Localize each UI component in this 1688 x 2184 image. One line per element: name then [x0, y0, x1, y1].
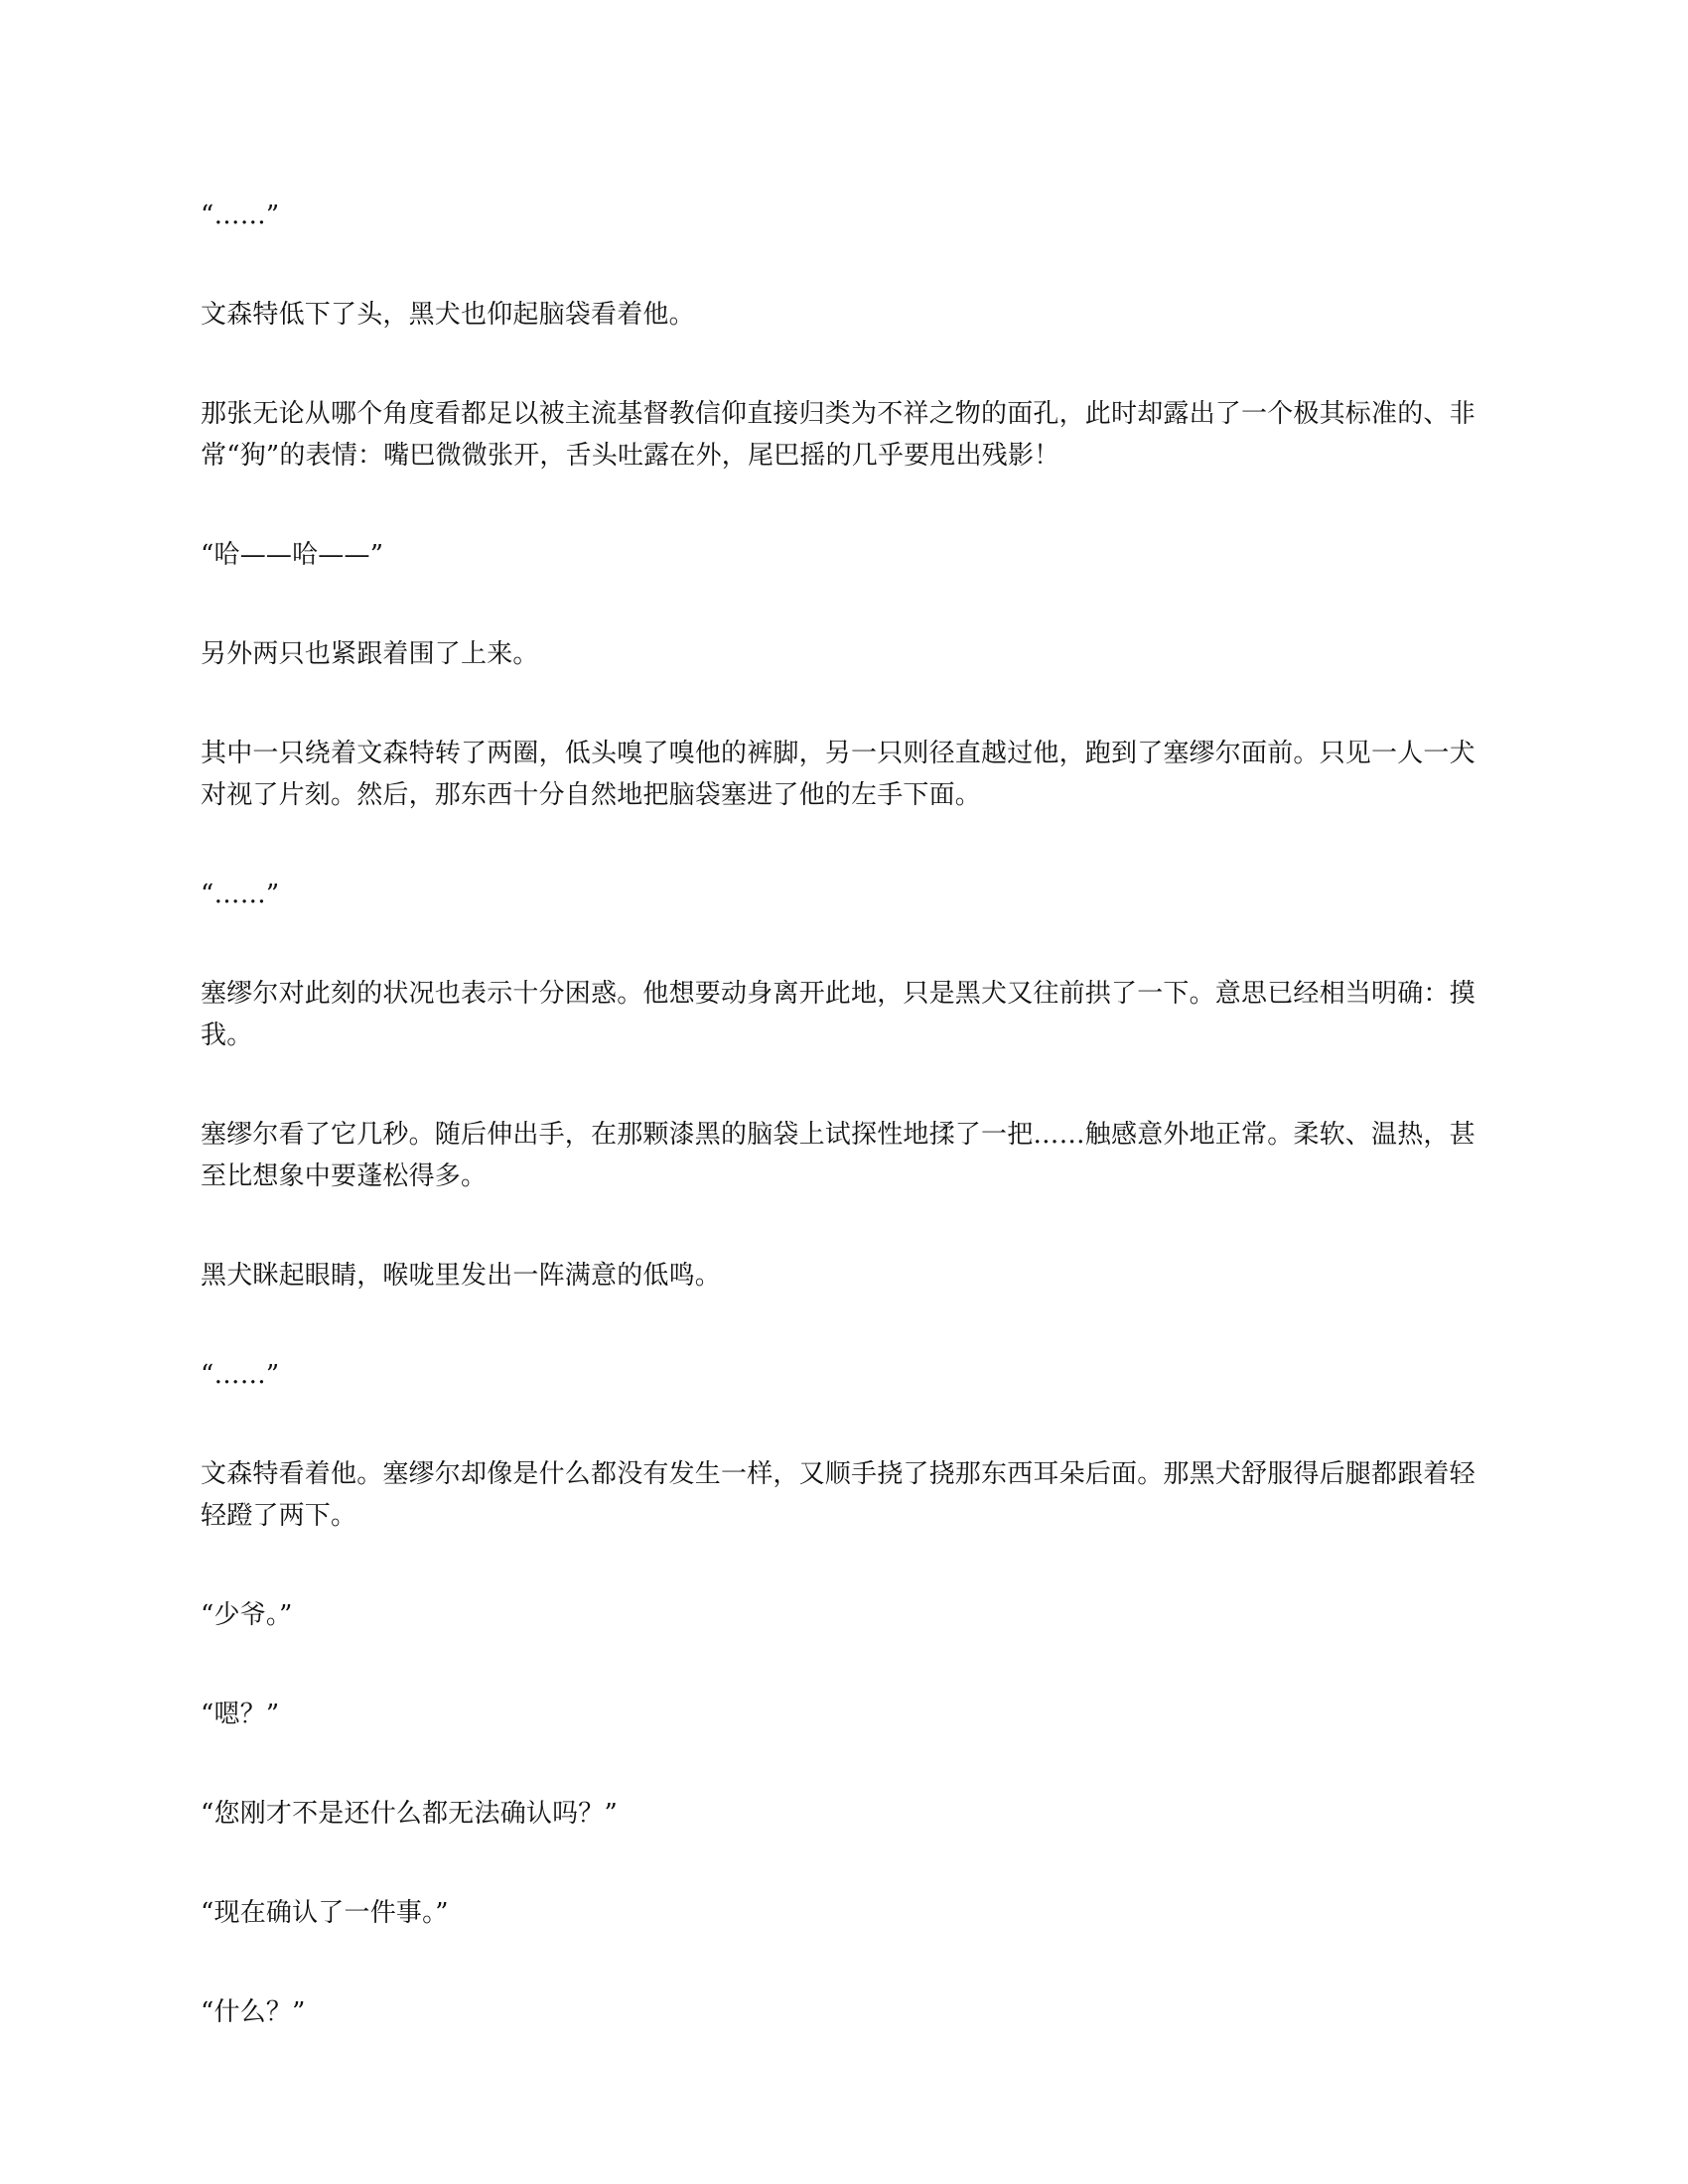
paragraph-14: “嗯？” [201, 1700, 280, 1729]
paragraph-15: “您刚才不是还什么都无法确认吗？” [201, 1799, 618, 1829]
paragraph-9: 塞缪尔看了它几秒。随后伸出手，在那颗漆黑的脑袋上试探性地揉了一把……触感意外地正常。柔软、温热，甚至比想象中要蓬松得多。 [201, 1120, 1476, 1191]
paragraph-10: 黑犬眯起眼睛，喉咙里发出一阵满意的低鸣。 [201, 1261, 722, 1291]
paragraph-1: “……” [201, 201, 280, 230]
paragraph-13: “少爷。” [201, 1600, 293, 1630]
document-body [201, 195, 1491, 2091]
paragraph-4: “哈——哈——” [201, 540, 384, 570]
paragraph-7: “……” [201, 880, 280, 909]
paragraph-17: “什么？” [201, 1997, 306, 2027]
paragraph-6: 其中一只绕着文森特转了两圈，低头嗅了嗅他的裤脚，另一只则径直越过他，跑到了塞缪尔面前。只见一人一犬对视了片刻。然后，那东西十分自然地把脑袋塞进了他的左手下面。 [201, 739, 1476, 810]
paragraph-5: 另外两只也紧跟着围了上来。 [201, 639, 539, 669]
paragraph-8: 塞缪尔对此刻的状况也表示十分困惑。他想要动身离开此地，只是黑犬又往前拱了一下。意思已经相当明确：摸我。 [201, 979, 1476, 1050]
paragraph-2: 文森特低下了头，黑犬也仰起脑袋看着他。 [201, 300, 695, 330]
paragraph-11: “……” [201, 1360, 280, 1390]
paragraph-12: 文森特看着他。塞缪尔却像是什么都没有发生一样，又顺手挠了挠那东西耳朵后面。那黑犬舒服得后腿都跟着轻轻蹬了两下。 [201, 1459, 1476, 1531]
paragraph-16: “现在确认了一件事。” [201, 1898, 449, 1928]
paragraph-3: 那张无论从哪个角度看都足以被主流基督教信仰直接归类为不祥之物的面孔，此时却露出了一个极其标准的、非常“狗”的表情：嘴巴微微张开，舌头吐露在外，尾巴摇的几乎要甩出残影！ [201, 399, 1476, 471]
